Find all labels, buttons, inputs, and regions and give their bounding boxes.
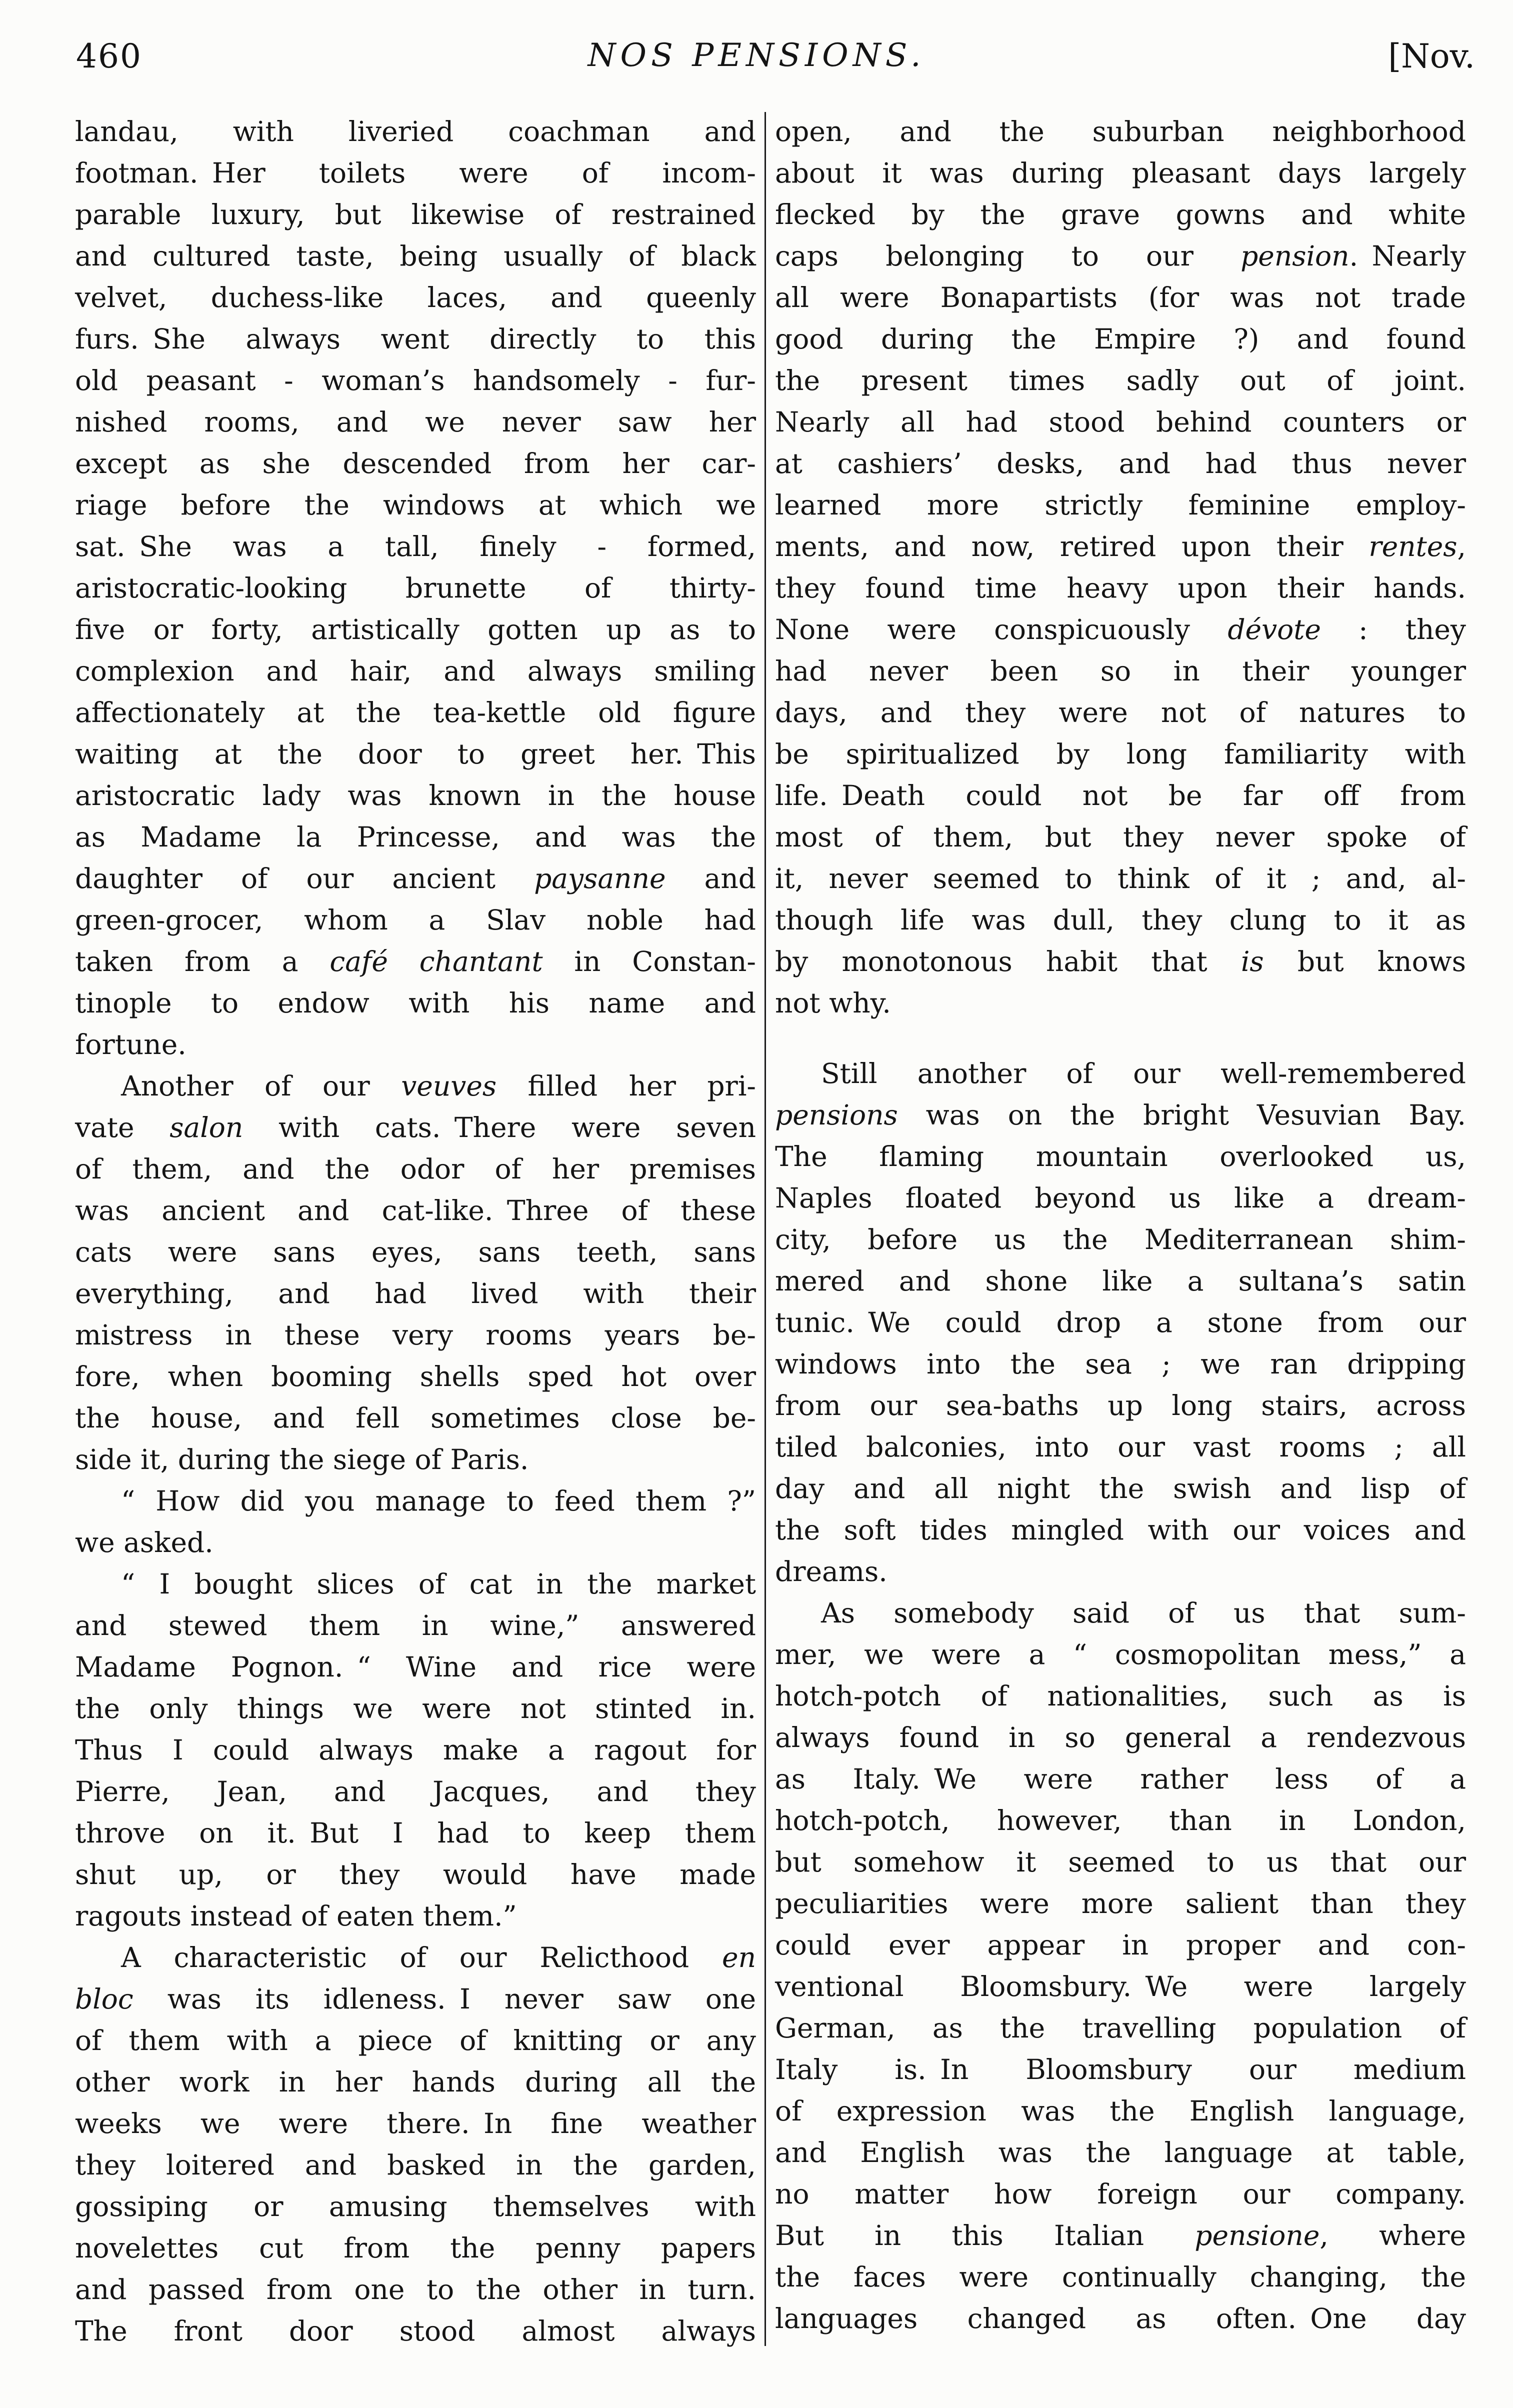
italic-text: salon	[170, 1112, 244, 1144]
text: mered and shone like a sultana’s satin	[775, 1265, 1466, 1297]
text: “ How did you manage to feed them ?”	[121, 1485, 756, 1517]
text-line	[775, 484, 1466, 526]
text-line	[775, 734, 1466, 775]
text-line	[75, 1937, 756, 1978]
text-line	[75, 1107, 756, 1148]
italic-text: rentes	[1368, 530, 1458, 562]
text-line	[75, 277, 756, 318]
right-column	[775, 111, 1466, 2340]
text-line	[775, 360, 1466, 402]
text: we asked.	[75, 1526, 214, 1558]
text-line	[775, 1842, 1466, 1883]
text: peculiarities were more salient than they	[775, 1888, 1466, 1920]
text: was its idleness. I never saw one	[133, 1983, 756, 2015]
text: no matter how foreign our company.	[775, 2178, 1466, 2210]
column-divider-rule	[764, 112, 766, 2346]
text-line	[775, 1883, 1466, 1924]
text-line	[775, 2256, 1466, 2298]
text-line	[75, 526, 756, 568]
italic-text: café chantant	[330, 946, 543, 978]
text-line	[775, 2298, 1466, 2340]
text: by monotonous habit that	[775, 946, 1241, 978]
text-line	[775, 941, 1466, 982]
text-line	[75, 1356, 756, 1398]
text: daughter of our ancient	[75, 862, 534, 894]
text: learned more strictly feminine employ-	[775, 489, 1466, 521]
text: good during the Empire ?) and found	[775, 323, 1466, 355]
text-line	[775, 1634, 1466, 1676]
text-line	[775, 1592, 1466, 1634]
text: at cashiers’ desks, and had thus never	[775, 448, 1466, 480]
text: A characteristic of our Relicthood	[121, 1942, 722, 1974]
text: the house, and fell sometimes close be-	[75, 1402, 756, 1434]
text-line	[775, 1260, 1466, 1302]
text: be spiritualized by long familiarity with	[775, 738, 1466, 770]
text: novelettes cut from the penny papers	[75, 2232, 756, 2264]
text-line	[775, 609, 1466, 650]
text-line	[775, 526, 1466, 568]
text-line	[775, 1094, 1466, 1136]
text: , where	[1320, 2220, 1466, 2252]
text-line	[75, 236, 756, 277]
text: was on the bright Vesuvian Bay.	[898, 1099, 1466, 1131]
text-line	[75, 1812, 756, 1854]
text-line	[75, 775, 756, 816]
text-line	[75, 1564, 756, 1605]
running-title: NOS PENSIONS.	[588, 37, 926, 74]
italic-text: is	[1240, 946, 1264, 978]
text-line	[75, 2269, 756, 2310]
text-line	[75, 2062, 756, 2103]
text: about it was during pleasant days largely	[775, 157, 1466, 189]
text-line	[75, 1854, 756, 1896]
text-line	[75, 900, 756, 941]
text-line	[775, 194, 1466, 236]
text: Thus I could always make a ragout for	[75, 1734, 756, 1766]
text: ventional Bloomsbury. We were largely	[775, 1970, 1466, 2002]
text: tinople to endow with his name and	[75, 987, 756, 1019]
text: But in this Italian	[775, 2220, 1195, 2252]
text-line	[775, 111, 1466, 152]
text-line	[75, 692, 756, 734]
text: Pierre, Jean, and Jacques, and they	[75, 1776, 756, 1808]
text: and	[666, 862, 756, 894]
text-line	[75, 568, 756, 609]
text: weeks we were there. In fine weather	[75, 2108, 756, 2140]
text: landau, with liveried coachman and	[75, 116, 756, 148]
italic-text: paysanne	[534, 862, 666, 894]
text-line	[75, 1978, 756, 2020]
italic-text: veuves	[401, 1070, 497, 1102]
text-line	[775, 1053, 1466, 1094]
text: As somebody said of us that sum-	[821, 1597, 1466, 1629]
text-line	[775, 402, 1466, 443]
text: affectionately at the tea-kettle old figure	[75, 696, 756, 728]
text: the soft tides mingled with our voices and	[775, 1514, 1466, 1546]
text: and passed from one to the other in turn.	[75, 2274, 756, 2306]
italic-text: pensione	[1194, 2220, 1320, 2252]
text-line	[75, 360, 756, 402]
text: not why.	[775, 987, 891, 1019]
text-line	[75, 816, 756, 858]
text: . Nearly	[1349, 240, 1466, 272]
text-line	[775, 1136, 1466, 1178]
text-line	[775, 1966, 1466, 2008]
text-line	[75, 734, 756, 775]
text-line	[75, 318, 756, 360]
text-line	[775, 650, 1466, 692]
text: of them, and the odor of her premises	[75, 1153, 756, 1185]
text: mistress in these very rooms years be-	[75, 1319, 756, 1351]
text: Madame Pognon. “ Wine and rice were	[75, 1651, 756, 1683]
text: furs. She always went directly to this	[75, 323, 756, 355]
italic-text: pensions	[775, 1099, 898, 1131]
text-line	[75, 111, 756, 152]
text-line	[75, 2186, 756, 2228]
text-line	[775, 692, 1466, 734]
text-line	[775, 1717, 1466, 1758]
text: days, and they were not of natures to	[775, 696, 1466, 728]
text: as Madame la Princesse, and was the	[75, 821, 756, 853]
text: green-grocer, whom a Slav noble had	[75, 904, 756, 936]
text-line	[75, 1314, 756, 1356]
text: tunic. We could drop a stone from our	[775, 1306, 1466, 1338]
text-line	[75, 1024, 756, 1066]
text-line	[775, 1924, 1466, 1966]
text: all were Bonapartists (for was not trade	[775, 282, 1466, 314]
text-line	[775, 1302, 1466, 1344]
text: other work in her hands during all the	[75, 2066, 756, 2098]
text: most of them, but they never spoke of	[775, 821, 1466, 853]
text: The front door stood almost always	[75, 2315, 756, 2347]
text: Italy is. In Bloomsbury our medium	[775, 2054, 1466, 2086]
text: though life was dull, they clung to it as	[775, 904, 1466, 936]
text-line	[775, 1510, 1466, 1551]
text: was ancient and cat-like. Three of these	[75, 1194, 756, 1226]
text: throve on it. But I had to keep them	[75, 1817, 756, 1849]
text-line	[775, 318, 1466, 360]
text-line	[75, 484, 756, 526]
text: always found in so general a rendezvous	[775, 1722, 1466, 1754]
text-line	[75, 609, 756, 650]
italic-text: pension	[1240, 240, 1350, 272]
text-line	[775, 443, 1466, 484]
text-line	[75, 1522, 756, 1564]
text-line	[775, 277, 1466, 318]
italic-text: bloc	[75, 1983, 134, 2015]
text: Another of our	[121, 1070, 402, 1102]
text: in Constan-	[542, 946, 756, 978]
text: of them with a piece of knitting or any	[75, 2024, 756, 2056]
text-line	[75, 152, 756, 194]
text-line	[75, 443, 756, 484]
text: the faces were continually changing, the	[775, 2261, 1466, 2293]
text: had never been so in their younger	[775, 655, 1466, 687]
text-line	[775, 2090, 1466, 2132]
text-line	[75, 1190, 756, 1232]
text: gossiping or amusing themselves with	[75, 2190, 756, 2222]
text-line	[75, 1730, 756, 1771]
text: day and all night the swish and lisp of	[775, 1472, 1466, 1504]
text: hotch-potch of nationalities, such as is	[775, 1680, 1466, 1712]
text: aristocratic lady was known in the house	[75, 780, 756, 812]
text: with cats. There were seven	[243, 1112, 756, 1144]
text: and English was the language at table,	[775, 2136, 1466, 2168]
text-line	[775, 2049, 1466, 2090]
text: cats were sans eyes, sans teeth, sans	[75, 1236, 756, 1268]
text: Nearly all had stood behind counters or	[775, 406, 1466, 438]
text-line	[75, 1480, 756, 1522]
text: fortune.	[75, 1028, 186, 1060]
text-line	[75, 1646, 756, 1688]
text: German, as the travelling population of	[775, 2012, 1466, 2044]
text: velvet, duchess-like laces, and queenly	[75, 282, 756, 314]
text-line	[75, 982, 756, 1024]
text: everything, and had lived with their	[75, 1278, 756, 1310]
text-line	[75, 1398, 756, 1439]
page-number: 460	[76, 37, 142, 76]
text: five or forty, artistically gotten up as to	[75, 614, 756, 646]
text-line	[775, 1676, 1466, 1717]
text-line	[75, 194, 756, 236]
text-line	[775, 1468, 1466, 1510]
text-line	[775, 2174, 1466, 2215]
text: windows into the sea ; we ran dripping	[775, 1348, 1466, 1380]
text-line	[75, 2228, 756, 2269]
text: complexion and hair, and always smiling	[75, 655, 756, 687]
text-line	[75, 2310, 756, 2352]
text: ments, and now, retired upon their	[775, 530, 1369, 562]
text-line	[775, 775, 1466, 816]
text-line	[775, 1800, 1466, 1842]
text: caps belonging to our	[775, 240, 1241, 272]
text-line	[75, 941, 756, 982]
left-column	[75, 111, 756, 2352]
text: riage before the windows at which we	[75, 489, 756, 521]
text: old peasant - woman’s handsomely - fur-	[75, 364, 756, 396]
text: open, and the suburban neighborhood	[775, 116, 1466, 148]
text: tiled balconies, into our vast rooms ; all	[775, 1431, 1466, 1463]
text: waiting at the door to greet her. This	[75, 738, 756, 770]
text-line	[775, 1344, 1466, 1385]
issue-date: [Nov.	[1388, 37, 1475, 76]
text-line	[775, 900, 1466, 941]
text: mer, we were a “ cosmopolitan mess,” a	[775, 1638, 1466, 1670]
text: Still another of our well-remembered	[821, 1058, 1466, 1090]
text: “ I bought slices of cat in the market	[121, 1568, 756, 1600]
text: : they	[1320, 614, 1466, 646]
text: filled her pri-	[496, 1070, 756, 1102]
text-line	[775, 1426, 1466, 1468]
text: fore, when booming shells sped hot over	[75, 1360, 756, 1392]
text: except as she descended from her car-	[75, 448, 756, 480]
text: aristocratic-looking brunette of thirty-	[75, 572, 756, 604]
text-line	[75, 1232, 756, 1273]
text: parable luxury, but likewise of restrained	[75, 198, 756, 230]
text-line	[775, 2215, 1466, 2256]
text: and cultured taste, being usually of black	[75, 240, 756, 272]
text-line	[775, 1178, 1466, 1219]
text: ,	[1457, 530, 1466, 562]
text-line	[75, 1896, 756, 1937]
text-line	[775, 982, 1466, 1024]
text: ragouts instead of eaten them.”	[75, 1900, 517, 1932]
text: sat. She was a tall, finely - formed,	[75, 530, 756, 562]
text: the only things we were not stinted in.	[75, 1692, 756, 1724]
text: but knows	[1264, 946, 1466, 978]
text-line	[75, 1605, 756, 1646]
text-line	[775, 152, 1466, 194]
text: as Italy. We were rather less of a	[775, 1763, 1466, 1795]
text-line	[775, 1385, 1466, 1426]
text-line	[75, 1273, 756, 1314]
text: vate	[75, 1112, 170, 1144]
text: they found time heavy upon their hands.	[775, 572, 1466, 604]
text-line	[775, 1219, 1466, 1260]
text-line	[75, 650, 756, 692]
text: they loitered and basked in the garden,	[75, 2149, 756, 2181]
text-line	[75, 2020, 756, 2062]
text: of expression was the English language,	[775, 2095, 1466, 2127]
text-line	[775, 2132, 1466, 2174]
text-line	[75, 2103, 756, 2144]
text: city, before us the Mediterranean shim-	[775, 1224, 1466, 1256]
italic-text: en	[722, 1942, 756, 1974]
text: Naples floated beyond us like a dream-	[775, 1182, 1466, 1214]
text: shut up, or they would have made	[75, 1858, 756, 1890]
text: side it, during the siege of Paris.	[75, 1444, 529, 1476]
text: the present times sadly out of joint.	[775, 364, 1466, 396]
text-line	[75, 402, 756, 443]
text: from our sea-baths up long stairs, across	[775, 1390, 1466, 1422]
text: None were conspicuously	[775, 614, 1228, 646]
text-line	[75, 1688, 756, 1730]
text: footman. Her toilets were of incom-	[75, 157, 756, 189]
text-line	[75, 1439, 756, 1480]
text-line	[775, 858, 1466, 900]
text: taken from a	[75, 946, 330, 978]
text-line	[75, 2144, 756, 2186]
italic-text: dévote	[1228, 614, 1321, 646]
text-line	[775, 816, 1466, 858]
text: could ever appear in proper and con-	[775, 1929, 1466, 1961]
text: but somehow it seemed to us that our	[775, 1846, 1466, 1878]
text: it, never seemed to think of it ; and, al-	[775, 862, 1466, 894]
text: The flaming mountain overlooked us,	[775, 1140, 1466, 1172]
text-line	[775, 236, 1466, 277]
text: dreams.	[775, 1556, 888, 1588]
text: languages changed as often. One day	[775, 2302, 1466, 2334]
text-line	[75, 1771, 756, 1812]
text: nished rooms, and we never saw her	[75, 406, 756, 438]
text-line	[775, 568, 1466, 609]
text: flecked by the grave gowns and white	[775, 198, 1466, 230]
text: and stewed them in wine,” answered	[75, 1610, 756, 1642]
text-line	[75, 858, 756, 900]
text-line	[775, 2008, 1466, 2049]
text-line	[75, 1066, 756, 1107]
text-line	[775, 1551, 1466, 1592]
text: hotch-potch, however, than in London,	[775, 1804, 1466, 1836]
text-line	[75, 1148, 756, 1190]
text: life. Death could not be far off from	[775, 780, 1466, 812]
text-line	[775, 1758, 1466, 1800]
